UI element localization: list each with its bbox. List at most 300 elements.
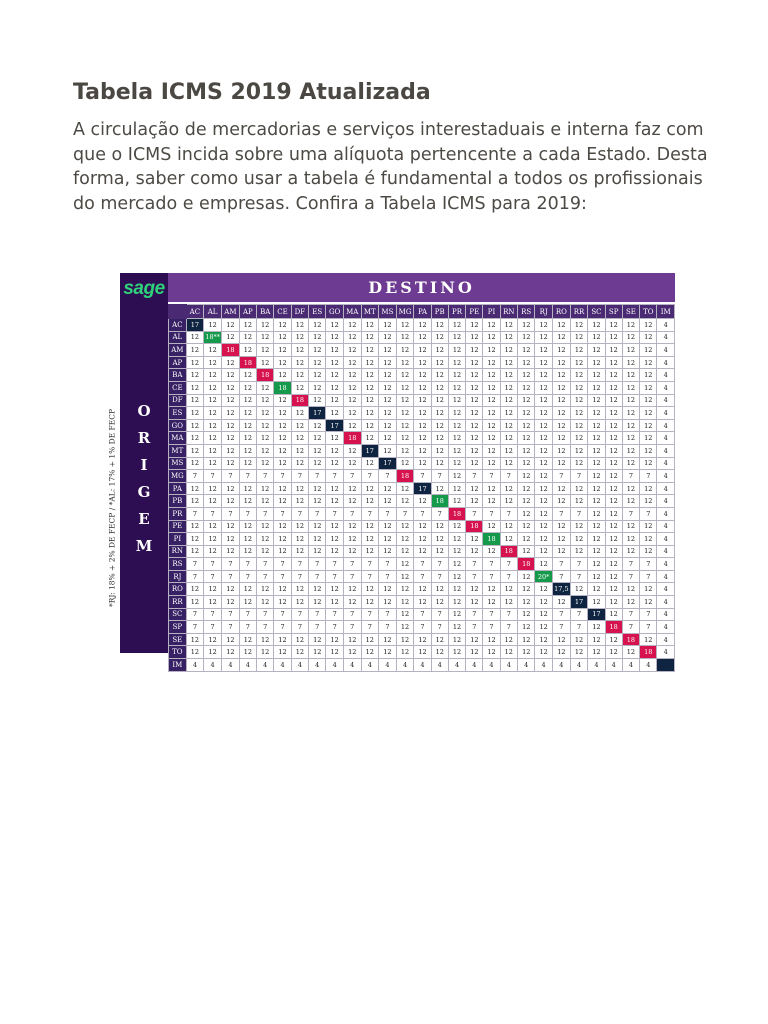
rate-cell: 12 [535,608,553,621]
row-header-rs: RS [169,558,187,571]
rate-cell: 7 [274,608,291,621]
rate-cell: 12 [326,495,344,508]
rate-cell: 12 [570,344,587,357]
table-row [169,558,675,571]
rate-cell: 12 [640,356,657,369]
internal-rate-cell: 18 [239,356,256,369]
rate-cell: 12 [204,646,222,659]
rate-cell: 12 [309,583,326,596]
rate-cell: 12 [379,495,397,508]
internal-rate-cell: 17 [186,319,203,332]
rate-cell: 12 [309,520,326,533]
rate-cell: 12 [204,520,222,533]
rate-cell: 7 [483,570,500,583]
rate-cell: 12 [239,545,256,558]
row-header-im: IM [169,659,187,672]
rate-cell: 12 [274,432,291,445]
internal-rate-cell [657,659,675,672]
rate-cell: 12 [605,419,622,432]
rate-cell: 7 [570,558,587,571]
rate-cell: 12 [588,570,605,583]
rate-cell: 7 [204,621,222,634]
rate-cell: 12 [343,533,361,546]
rate-cell: 7 [431,608,448,621]
rate-cell: 7 [500,570,518,583]
rate-cell: 7 [204,470,222,483]
rate-cell: 12 [518,621,535,634]
rate-cell: 7 [274,507,291,520]
rate-cell: 12 [570,533,587,546]
rate-cell: 12 [570,331,587,344]
rate-cell: 12 [483,419,500,432]
rate-cell: 12 [605,495,622,508]
rate-cell: 12 [309,369,326,382]
rate-cell: 12 [379,583,397,596]
rate-cell: 12 [570,432,587,445]
rate-cell: 12 [186,457,203,470]
rate-cell: 12 [222,495,240,508]
rate-cell: 12 [622,419,639,432]
rate-cell: 12 [291,633,308,646]
rate-cell: 12 [204,419,222,432]
rate-cell: 12 [588,356,605,369]
rate-cell: 12 [483,520,500,533]
rate-cell: 12 [361,482,379,495]
rate-cell: 12 [309,344,326,357]
internal-rate-cell: 17 [414,482,431,495]
rate-cell: 12 [552,444,570,457]
rate-cell: 7 [622,608,639,621]
rate-cell: 12 [500,381,518,394]
rate-cell: 12 [535,495,553,508]
rate-cell: 12 [448,381,465,394]
rate-cell: 12 [257,356,274,369]
rate-cell: 12 [414,432,431,445]
rate-cell: 12 [309,482,326,495]
row-header-pe: PE [169,520,187,533]
rate-cell: 7 [466,470,483,483]
rate-cell: 12 [518,583,535,596]
rate-cell: 12 [257,444,274,457]
table-row [169,533,675,546]
rate-cell: 12 [414,444,431,457]
table-row [169,608,675,621]
rate-cell: 7 [552,558,570,571]
origem-letter: O [137,401,151,420]
rate-cell: 12 [605,369,622,382]
rate-cell: 12 [396,621,414,634]
rate-cell: 12 [326,457,344,470]
rate-cell: 12 [204,596,222,609]
rate-cell: 12 [500,633,518,646]
rate-cell: 7 [222,621,240,634]
rate-cell: 7 [622,621,639,634]
rate-cell: 7 [326,470,344,483]
rate-cell: 12 [552,356,570,369]
rate-cell: 12 [343,444,361,457]
rate-cell: 12 [588,407,605,420]
rate-cell: 12 [326,344,344,357]
table-row [169,583,675,596]
rate-cell: 12 [431,394,448,407]
rate-cell: 12 [640,419,657,432]
rate-cell: 12 [309,319,326,332]
column-header-ro: RO [552,305,570,319]
rate-cell: 12 [274,407,291,420]
rate-cell: 12 [222,533,240,546]
rate-cell: 12 [588,432,605,445]
rate-cell: 7 [257,570,274,583]
rate-cell: 12 [570,646,587,659]
rate-cell: 12 [379,407,397,420]
rate-cell: 12 [640,583,657,596]
rate-cell: 7 [274,570,291,583]
rate-cell: 12 [483,482,500,495]
rate-cell: 7 [640,621,657,634]
rate-cell: 7 [431,558,448,571]
rate-cell: 12 [414,583,431,596]
rate-cell: 12 [326,520,344,533]
rate-cell: 12 [414,633,431,646]
table-row [169,545,675,558]
rate-cell: 12 [570,457,587,470]
rate-cell: 12 [414,394,431,407]
rate-cell: 12 [518,457,535,470]
rate-cell: 4 [657,482,675,495]
rate-cell: 12 [518,381,535,394]
rate-cell: 12 [483,646,500,659]
rate-cell: 12 [274,444,291,457]
rate-cell: 12 [605,470,622,483]
rate-cell: 12 [379,646,397,659]
rate-cell: 12 [396,319,414,332]
rate-cell: 12 [535,444,553,457]
row-header-ma: MA [169,432,187,445]
rate-cell: 7 [326,608,344,621]
rate-cell: 12 [186,583,203,596]
column-header-ce: CE [274,305,291,319]
row-header-rj: RJ [169,570,187,583]
rate-cell: 12 [622,596,639,609]
rate-cell: 12 [640,596,657,609]
rate-cell: 12 [500,583,518,596]
rate-cell: 12 [222,520,240,533]
rate-cell: 12 [640,457,657,470]
rate-cell: 7 [431,621,448,634]
rate-cell: 12 [588,381,605,394]
rate-cell: 12 [640,432,657,445]
rate-cell: 12 [518,444,535,457]
rate-cell: 7 [309,507,326,520]
rate-cell: 12 [343,633,361,646]
rate-cell: 12 [309,533,326,546]
rate-cell: 12 [483,394,500,407]
rate-cell: 12 [448,331,465,344]
rate-cell: 12 [291,432,308,445]
rate-cell: 12 [257,533,274,546]
rate-cell: 7 [239,570,256,583]
rate-cell: 4 [657,369,675,382]
rate-cell: 7 [570,507,587,520]
rate-cell: 12 [518,646,535,659]
rate-cell: 7 [291,558,308,571]
rate-cell: 7 [552,507,570,520]
rate-cell: 12 [640,394,657,407]
article-title: Tabela ICMS 2019 Atualizada [73,80,431,105]
rate-cell: 12 [535,369,553,382]
rate-cell: 12 [379,381,397,394]
row-header-ac: AC [169,319,187,332]
rate-cell: 12 [361,646,379,659]
rate-cell: 12 [431,596,448,609]
rate-cell: 12 [204,495,222,508]
rate-cell: 12 [552,344,570,357]
rate-cell: 7 [257,470,274,483]
rate-cell: 12 [326,583,344,596]
rate-cell: 4 [657,495,675,508]
rate-cell: 12 [640,545,657,558]
rate-cell: 12 [466,495,483,508]
row-header-es: ES [169,407,187,420]
rate-cell: 12 [535,419,553,432]
rate-cell: 12 [361,533,379,546]
rate-cell: 12 [622,344,639,357]
rate-cell: 12 [309,596,326,609]
rate-cell: 12 [239,646,256,659]
rate-cell: 12 [274,646,291,659]
rate-cell: 12 [570,356,587,369]
rate-cell: 12 [552,545,570,558]
rate-cell: 12 [466,596,483,609]
rate-cell: 4 [483,659,500,672]
rate-cell: 12 [483,407,500,420]
internal-rate-cell: 18 [622,633,639,646]
rate-cell: 12 [622,495,639,508]
rate-cell: 12 [361,319,379,332]
rate-cell: 7 [274,621,291,634]
rate-cell: 7 [291,570,308,583]
rate-cell: 12 [448,583,465,596]
rate-cell: 12 [588,331,605,344]
table-corner [169,305,187,319]
rate-cell: 12 [309,444,326,457]
rate-cell: 7 [222,570,240,583]
rate-cell: 12 [622,444,639,457]
rate-cell: 12 [570,583,587,596]
rate-cell: 12 [500,457,518,470]
rate-cell: 7 [291,608,308,621]
rate-cell: 12 [622,482,639,495]
rate-cell: 12 [396,520,414,533]
rate-cell: 12 [500,356,518,369]
rate-cell: 12 [605,432,622,445]
row-header-to: TO [169,646,187,659]
rate-cell: 12 [466,646,483,659]
internal-rate-cell: 18 [291,394,308,407]
rate-cell: 12 [552,457,570,470]
rate-cell: 12 [222,545,240,558]
rate-cell: 12 [222,356,240,369]
rate-cell: 4 [657,520,675,533]
rate-cell: 4 [257,659,274,672]
rate-cell: 12 [588,533,605,546]
rate-cell: 12 [326,545,344,558]
rate-cell: 12 [483,344,500,357]
rate-cell: 12 [414,356,431,369]
rate-cell: 12 [379,356,397,369]
table-row [169,633,675,646]
rate-cell: 12 [222,407,240,420]
rate-cell: 12 [222,432,240,445]
rate-cell: 12 [535,507,553,520]
rate-cell: 12 [448,608,465,621]
rate-cell: 4 [204,659,222,672]
rate-cell: 12 [326,394,344,407]
origem-letter: M [135,536,153,555]
rate-cell: 12 [431,344,448,357]
column-header-rs: RS [518,305,535,319]
rate-cell: 12 [535,407,553,420]
rate-cell: 12 [448,319,465,332]
rate-cell: 12 [343,356,361,369]
rate-cell: 4 [535,659,553,672]
rate-cell: 4 [657,444,675,457]
rate-cell: 12 [552,432,570,445]
rate-cell: 12 [588,444,605,457]
rate-cell: 12 [448,533,465,546]
rate-cell: 12 [396,331,414,344]
rate-cell: 12 [309,633,326,646]
rate-cell: 7 [500,608,518,621]
rate-cell: 7 [204,608,222,621]
rate-cell: 12 [483,369,500,382]
rate-cell: 12 [518,419,535,432]
rate-cell: 12 [448,482,465,495]
rate-cell: 12 [431,633,448,646]
rate-cell: 12 [535,583,553,596]
rate-cell: 12 [291,533,308,546]
rate-cell: 12 [379,545,397,558]
internal-rate-cell: 20* [535,570,553,583]
row-header-rn: RN [169,545,187,558]
rate-cell: 4 [657,407,675,420]
rate-cell: 4 [309,659,326,672]
rate-cell: 12 [291,646,308,659]
internal-rate-cell: 18 [396,470,414,483]
rate-cell: 7 [239,621,256,634]
rate-cell: 12 [605,331,622,344]
rate-cell: 12 [239,319,256,332]
rate-cell: 12 [186,394,203,407]
rate-cell: 12 [414,596,431,609]
row-header-ce: CE [169,381,187,394]
rate-cell: 12 [466,381,483,394]
rate-cell: 12 [379,432,397,445]
rate-cell: 12 [239,533,256,546]
rate-cell: 12 [274,331,291,344]
rate-cell: 12 [518,533,535,546]
rate-cell: 12 [640,331,657,344]
table-row [169,457,675,470]
rate-cell: 12 [257,319,274,332]
rate-cell: 12 [570,319,587,332]
rate-cell: 12 [622,432,639,445]
rate-cell: 12 [570,381,587,394]
rate-cell: 12 [535,520,553,533]
rate-cell: 12 [552,369,570,382]
rate-cell: 12 [588,419,605,432]
rate-cell: 12 [222,369,240,382]
column-header-es: ES [309,305,326,319]
rate-cell: 12 [309,331,326,344]
rate-cell: 4 [291,659,308,672]
rate-cell: 4 [657,633,675,646]
rate-cell: 12 [570,520,587,533]
rate-cell: 4 [239,659,256,672]
rate-cell: 7 [500,470,518,483]
rate-cell: 12 [518,331,535,344]
rate-cell: 12 [518,369,535,382]
rate-cell: 4 [605,659,622,672]
rate-cell: 12 [291,457,308,470]
rate-cell: 4 [414,659,431,672]
rate-cell: 12 [605,520,622,533]
rate-cell: 12 [274,344,291,357]
rate-cell: 12 [431,419,448,432]
rate-cell: 12 [239,432,256,445]
row-header-al: AL [169,331,187,344]
rate-cell: 4 [657,583,675,596]
rate-cell: 12 [343,520,361,533]
table-row [169,344,675,357]
rate-cell: 12 [239,457,256,470]
rate-cell: 12 [518,545,535,558]
rate-cell: 12 [535,432,553,445]
rate-cell: 12 [570,369,587,382]
rate-cell: 7 [204,558,222,571]
rate-cell: 12 [257,331,274,344]
rate-cell: 12 [431,331,448,344]
rate-cell: 12 [239,596,256,609]
rate-cell: 12 [622,369,639,382]
rate-cell: 12 [396,344,414,357]
rate-cell: 12 [431,646,448,659]
rate-cell: 12 [448,444,465,457]
rate-cell: 12 [414,369,431,382]
rate-cell: 12 [535,596,553,609]
rate-cell: 4 [622,659,639,672]
rate-cell: 12 [396,608,414,621]
rate-cell: 4 [448,659,465,672]
rate-cell: 12 [343,319,361,332]
rate-cell: 7 [570,470,587,483]
row-header-pa: PA [169,482,187,495]
internal-rate-cell: 18 [605,621,622,634]
rate-cell: 12 [448,633,465,646]
rate-cell: 7 [466,570,483,583]
rate-cell: 12 [396,356,414,369]
table-row [169,596,675,609]
rate-cell: 4 [657,344,675,357]
column-header-pb: PB [431,305,448,319]
rate-cell: 12 [640,533,657,546]
row-header-ap: AP [169,356,187,369]
rate-cell: 12 [640,444,657,457]
origem-letter: G [137,482,151,501]
rate-cell: 12 [622,533,639,546]
table-row [169,381,675,394]
rate-cell: 12 [500,520,518,533]
